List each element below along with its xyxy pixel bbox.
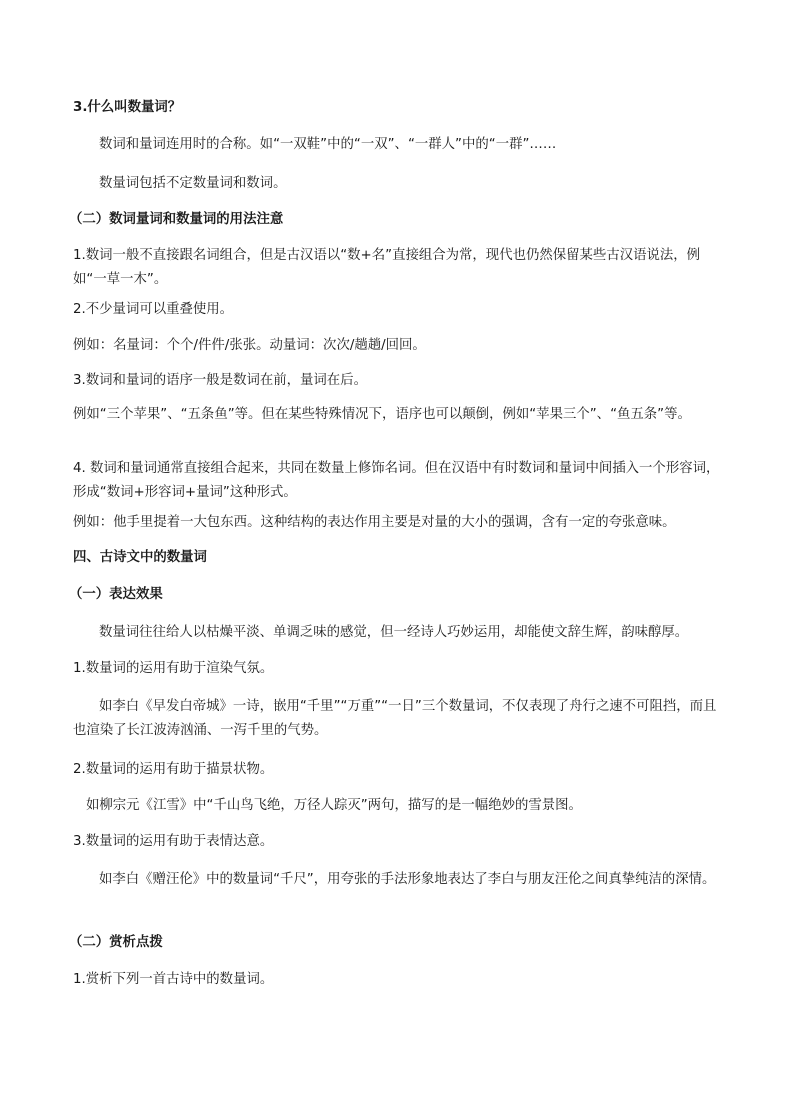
usage-point-3: 3.数词和量词的语序一般是数词在前，量词在后。 — [73, 373, 367, 388]
paragraph-types: 数量词包括不定数量词和数词。 — [99, 176, 287, 191]
subheading-usage: （二）数词量词和数量词的用法注意 — [69, 212, 284, 227]
usage-point-2-example: 例如：名量词：个个/件件/张张。动量词：次次/趟趟/回回。 — [73, 338, 426, 353]
section-heading-quantity-word: 3.什么叫数量词？ — [73, 100, 182, 115]
usage-point-4-example: 例如：他手里提着一大包东西。这种结构的表达作用主要是对量的大小的强调，含有一定的夸张意味。 — [73, 515, 676, 530]
paragraph-definition: 数词和量词连用时的合称。如“一双鞋”中的“一双”、“一群人”中的“一群”…… — [99, 137, 557, 152]
subheading-analysis: （二）赏析点拨 — [69, 935, 163, 950]
usage-point-2: 2.不少量词可以重叠使用。 — [73, 302, 234, 317]
paragraph-effect-intro: 数量词往往给人以枯燥平淡、单调乏味的感觉，但一经诗人巧妙运用，却能使文辞生辉，韵味醇厚。 — [99, 625, 689, 640]
effect-point-2: 2.数量词的运用有助于描景状物。 — [73, 762, 274, 777]
analysis-point-1: 1.赏析下列一首古诗中的数量词。 — [73, 972, 274, 987]
effect-point-3: 3.数量词的运用有助于表情达意。 — [73, 834, 274, 849]
usage-point-1: 1.数词一般不直接跟名词组合，但是古汉语以“数+名”直接组合为常，现代也仍然保留某些古汉语说法，例如“一草一木”。 — [73, 248, 701, 287]
effect-point-2-example: 如柳宗元《江雪》中“千山鸟飞绝，万径人踪灭”两句，描写的是一幅绝妙的雪景图。 — [86, 798, 582, 813]
effect-point-1: 1.数量词的运用有助于渲染气氛。 — [73, 661, 274, 676]
effect-point-1-example: 如李白《早发白帝城》一诗，嵌用“千里”“万重”“一日”三个数量词，不仅表现了舟行之速不可阻挡，而且也渲染了长江波涛汹涌、一泻千里的气势。 — [73, 699, 717, 738]
usage-point-3-example: 例如“三个苹果”、“五条鱼”等。但在某些特殊情况下，语序也可以颠倒，例如“苹果三个”、“鱼五条”等。 — [73, 407, 691, 422]
usage-point-4: 4. 数词和量词通常直接组合起来，共同在数量上修饰名词。但在汉语中有时数词和量词中间插入一个形容词，形成“数词+形容词+量词”这种形式。 — [73, 461, 720, 500]
subheading-effect: （一）表达效果 — [69, 587, 163, 602]
section-heading-ancient-poetry: 四、古诗文中的数量词 — [73, 550, 207, 565]
effect-point-3-example: 如李白《赠汪伦》中的数量词“千尺”，用夸张的手法形象地表达了李白与朋友汪伦之间真挚纯洁的深情。 — [99, 872, 716, 887]
